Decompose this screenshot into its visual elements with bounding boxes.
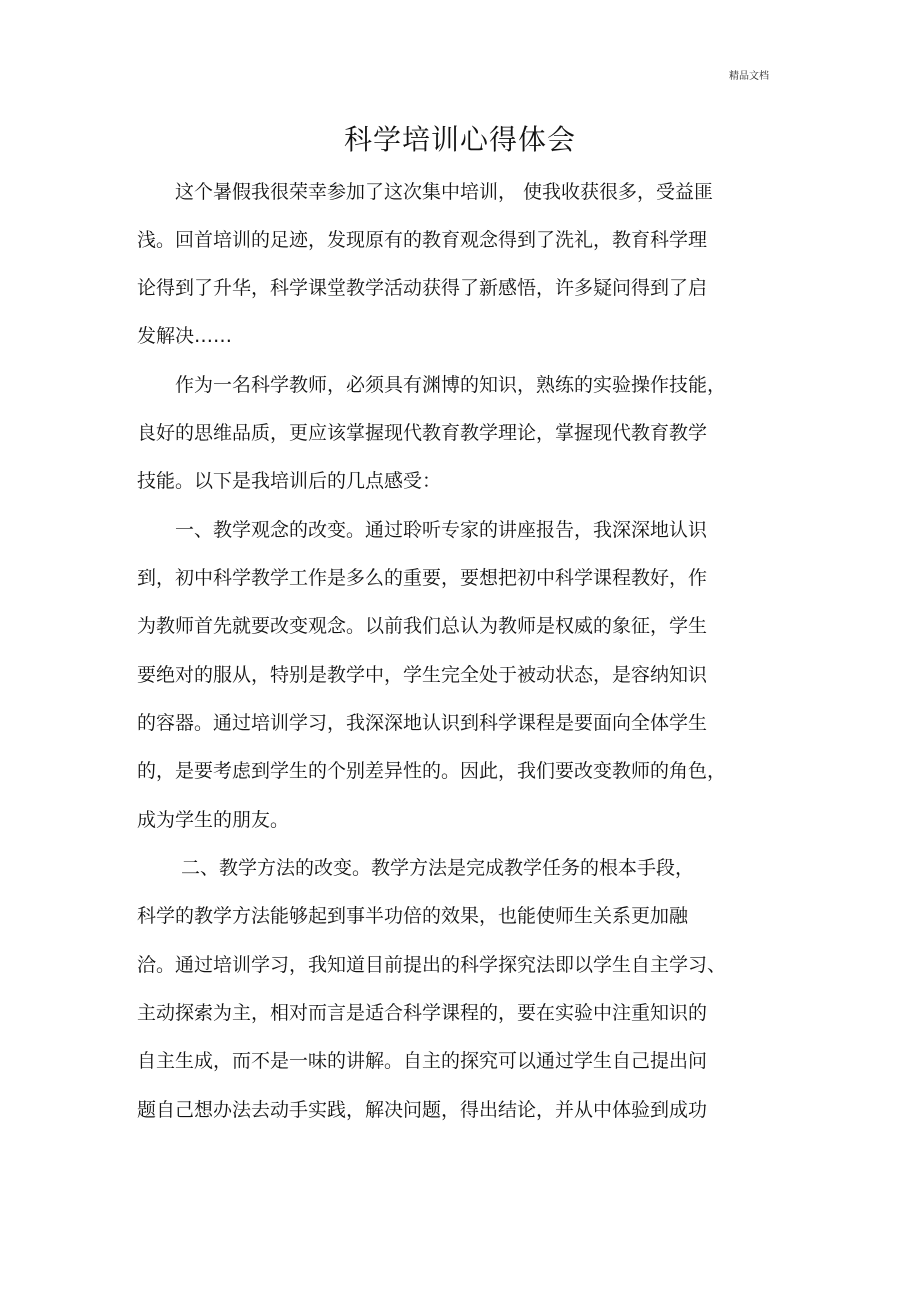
body-line: 成为学生的朋友。 (137, 809, 290, 831)
body-line: 浅。回首培训的足迹，发现原有的教育观念得到了洗礼，教育科学理 (137, 229, 708, 251)
body-line: 发解决…… (137, 325, 233, 347)
body-line: 要绝对的服从，特别是教学中，学生完全处于被动状态，是容纳知识 (137, 664, 708, 686)
body-line: 的，是要考虑到学生的个别差异性的。因此，我们要改变教师的角色， (137, 760, 727, 782)
body-line: 论得到了升华，科学课堂教学活动获得了新感悟，许多疑问得到了启 (137, 277, 708, 299)
body-line: 为教师首先就要改变观念。以前我们总认为教师是权威的象征，学生 (137, 615, 708, 637)
body-line: 技能。以下是我培训后的几点感受： (137, 470, 442, 492)
body-line: 二、教学方法的改变。教学方法是完成教学任务的根本手段， (137, 857, 695, 879)
body-line: 这个暑假我很荣幸参加了这次集中培训， 使我收获很多，受益匪 (137, 181, 714, 203)
body-line: 自主生成，而不是一味的讲解。自主的探究可以通过学生自己提出问 (137, 1050, 708, 1072)
body-line: 的容器。通过培训学习，我深深地认识到科学课程是要面向全体学生 (137, 712, 708, 734)
body-line: 题自己想办法去动手实践，解决问题，得出结论，并从中体验到成功 (137, 1099, 708, 1121)
header-tag: 精品文档 (729, 71, 769, 82)
body-line: 良好的思维品质，更应该掌握现代教育教学理论，掌握现代教育教学 (137, 422, 708, 444)
body-line: 作为一名科学教师，必须具有渊博的知识，熟练的实验操作技能， (137, 374, 727, 396)
body-line: 洽。通过培训学习，我知道目前提出的科学探究法即以学生自主学习、 (137, 954, 727, 976)
document-title: 科学培训心得体会 (343, 123, 576, 156)
body-line: 科学的教学方法能够起到事半功倍的效果，也能使师生关系更加融 (137, 905, 689, 927)
body-line: 到，初中科学教学工作是多么的重要，要想把初中科学课程教好，作 (137, 567, 708, 589)
body-line: 主动探索为主，相对而言是适合科学课程的，要在实验中注重知识的 (137, 1002, 708, 1024)
body-line: 一、教学观念的改变。通过聆听专家的讲座报告，我深深地认识 (137, 519, 708, 541)
